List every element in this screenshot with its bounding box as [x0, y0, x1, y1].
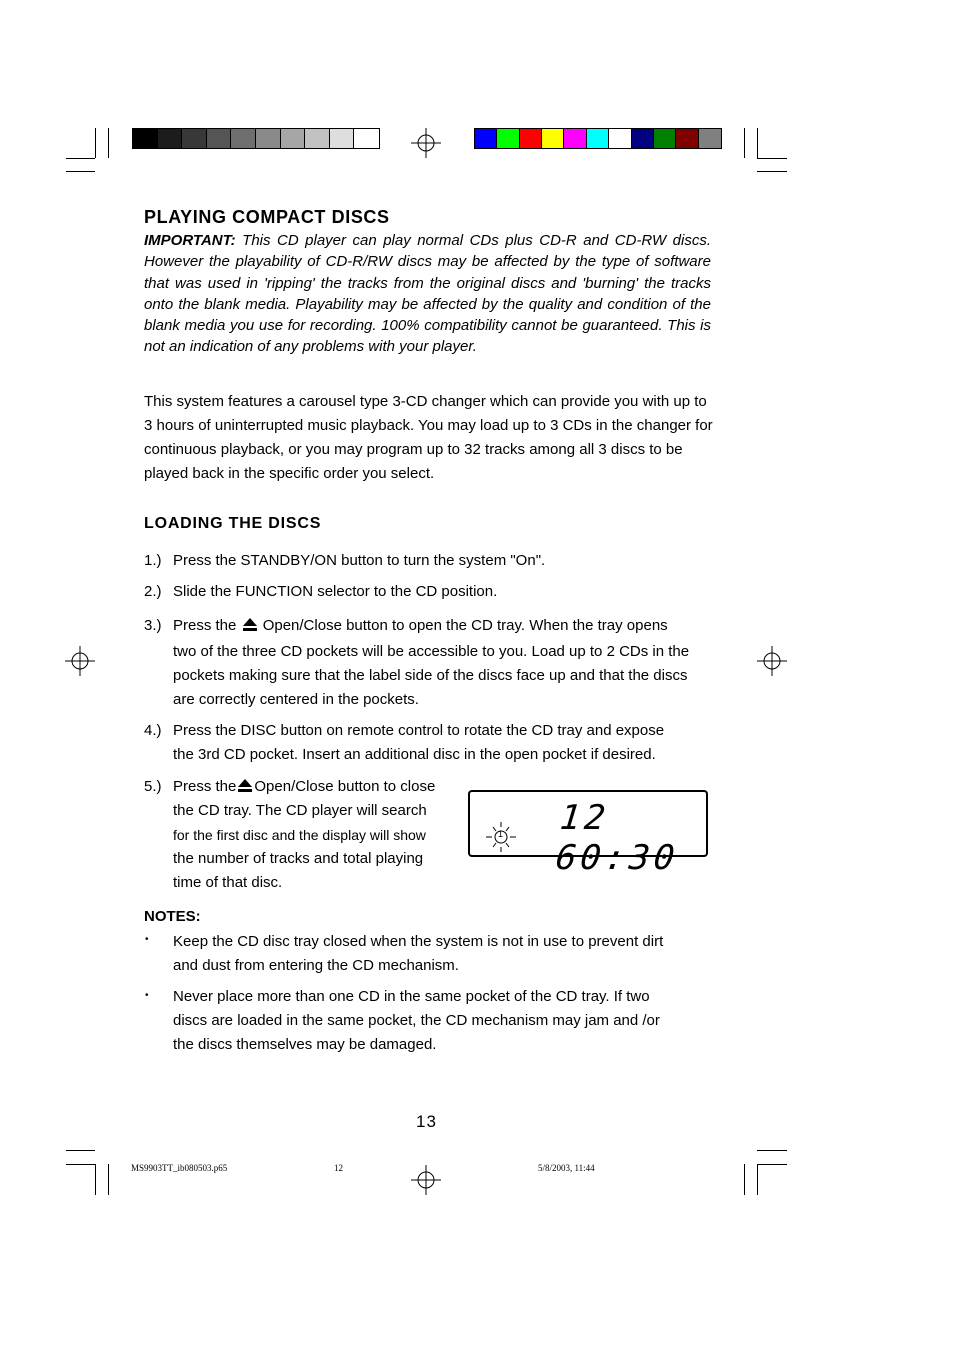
color-swatch: [475, 129, 497, 148]
registration-mark-icon: [411, 128, 441, 158]
step-number: 1.): [144, 552, 162, 569]
crop-mark: [744, 1164, 745, 1195]
bullet-icon: •: [145, 990, 149, 1001]
color-swatch: [632, 129, 654, 148]
section-title: LOADING THE DISCS: [144, 515, 322, 532]
color-swatch: [564, 129, 586, 148]
crop-mark: [108, 128, 109, 158]
registration-mark-icon: [757, 646, 787, 676]
color-swatch: [256, 129, 281, 148]
note-item: [173, 930, 718, 978]
step-number: 2.): [144, 583, 162, 600]
grayscale-calibration-bar: [132, 128, 380, 149]
color-swatch: [182, 129, 207, 148]
page-number: 13: [416, 1112, 437, 1131]
crop-mark: [744, 128, 745, 158]
note-text: Keep the CD disc tray closed when the system is not in use to prevent dirt: [173, 933, 664, 950]
crop-mark: [757, 1150, 787, 1151]
color-swatch: [133, 129, 158, 148]
note-item: [173, 985, 718, 1057]
color-swatch: [520, 129, 542, 148]
lcd-display: [468, 790, 708, 878]
crop-mark: [66, 1164, 95, 1165]
note-text: and dust from entering the CD mechanism.: [173, 957, 459, 974]
note-text: discs are loaded in the same pocket, the CD mechanism may jam and /or: [173, 1012, 660, 1029]
important-text: This CD player can play normal CDs plus CD-R and CD-RW discs. However the playability of CD-R/RW discs may be affected by the type of software that was used in 'ripping' the tracks from the original discs and 'burning' the tracks onto the blank media. Playability may be affected by the quality and condition of the blank media you use for recording. 100% compatibility cannot be guaranteed. This is not an indication of any problems with your player.: [144, 232, 711, 356]
note-text: the discs themselves may be damaged.: [173, 1036, 437, 1053]
step-text: Press the: [173, 617, 241, 634]
step-text: Press the DISC button on remote control to rotate the CD tray and expose: [173, 722, 665, 739]
crop-mark: [757, 1164, 787, 1165]
eject-icon: [238, 779, 252, 792]
registration-mark-icon: [65, 646, 95, 676]
step-number: 4.): [144, 722, 162, 739]
step-text: Press the: [173, 778, 237, 795]
color-swatch: [676, 129, 698, 148]
crop-mark: [66, 1150, 95, 1151]
crop-mark: [66, 158, 95, 159]
footer-datetime: 5/8/2003, 11:44: [538, 1163, 595, 1173]
crop-mark: [757, 128, 758, 158]
color-swatch: [158, 129, 183, 148]
important-notice: [144, 230, 711, 358]
color-calibration-bar: [474, 128, 722, 149]
color-swatch: [542, 129, 564, 148]
crop-mark: [757, 1164, 758, 1195]
section-title: PLAYING COMPACT DISCS: [144, 207, 390, 227]
step-text: are correctly centered in the pockets.: [173, 691, 419, 708]
footer-filename: MS9903TT_ib080503.p65: [131, 1163, 228, 1173]
color-swatch: [587, 129, 609, 148]
color-swatch: [699, 129, 721, 148]
crop-mark: [66, 171, 95, 172]
color-swatch: [609, 129, 631, 148]
crop-mark: [95, 128, 96, 158]
color-swatch: [231, 129, 256, 148]
color-swatch: [354, 129, 379, 148]
bullet-icon: •: [145, 934, 149, 945]
color-swatch: [305, 129, 330, 148]
disc-number: 1: [498, 829, 504, 839]
crop-mark: [95, 1164, 96, 1195]
eject-icon: [243, 618, 257, 631]
step-text: the number of tracks and total playing: [173, 850, 424, 867]
note-text: Never place more than one CD in the same pocket of the CD tray. If two: [173, 988, 650, 1005]
step-text: Open/Close button to close: [254, 778, 436, 795]
step-text: the CD tray. The CD player will search: [173, 802, 427, 819]
intro-paragraph: This system features a carousel type 3-CD changer which can provide you with up to 3 hours of uninterrupted music playback. You may load up to 3 CDs in the changer for continuous playback, or you may program up to 32 tracks among all 3 discs to be played back in the specific order you select.: [144, 393, 713, 482]
color-swatch: [654, 129, 676, 148]
step-text: pockets making sure that the label side of the discs face up and that the discs: [173, 667, 688, 684]
color-swatch: [281, 129, 306, 148]
step-text: time of that disc.: [173, 874, 283, 891]
step-text: Open/Close button to open the CD tray. When the tray opens: [258, 617, 668, 634]
color-swatch: [497, 129, 519, 148]
step-text: Press the STANDBY/ON button to turn the system "On".: [173, 552, 546, 569]
step-number: 3.): [144, 617, 162, 634]
step-text: Slide the FUNCTION selector to the CD position.: [173, 583, 498, 600]
registration-mark-icon: [411, 1165, 441, 1195]
crop-mark: [757, 158, 787, 159]
step-text: for the first disc and the display will show: [173, 827, 426, 843]
crop-mark: [108, 1164, 109, 1195]
lcd-readout: 12 60:30: [553, 798, 681, 878]
step-number: 5.): [144, 778, 162, 795]
footer-page: 12: [334, 1163, 343, 1173]
step-text: two of the three CD pockets will be accessible to you. Load up to 2 CDs in the: [173, 643, 690, 660]
crop-mark: [757, 171, 787, 172]
step-text: the 3rd CD pocket. Insert an additional disc in the open pocket if desired.: [173, 746, 656, 763]
color-swatch: [207, 129, 232, 148]
color-swatch: [330, 129, 355, 148]
notes-title: NOTES:: [144, 908, 201, 925]
important-label: IMPORTANT:: [144, 232, 236, 249]
